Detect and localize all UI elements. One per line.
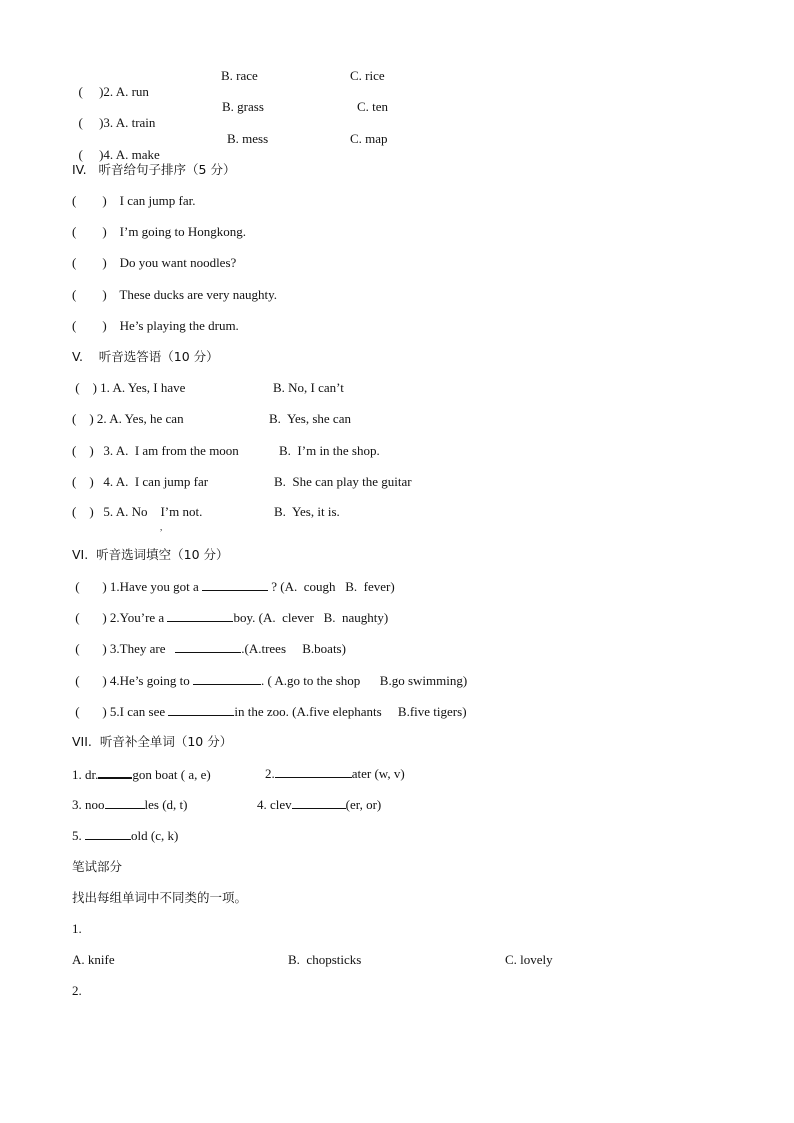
written-q1-option-b: B. chopsticks bbox=[288, 952, 362, 967]
q3-2-c: C. rice bbox=[350, 68, 385, 83]
fill-item-5-pre: ( ) 5.I can see bbox=[72, 704, 169, 719]
section-v-heading: V. 听音选答语（10 分） bbox=[72, 349, 219, 364]
q3-3-b: B. grass bbox=[222, 99, 264, 114]
spell-item-4-post: (er, or) bbox=[345, 797, 382, 812]
spell-item-4 bbox=[257, 796, 381, 813]
q3-4-row bbox=[72, 131, 160, 163]
q3-2-row bbox=[72, 68, 149, 100]
spell-item-1 bbox=[72, 765, 211, 783]
spell-item-1-post: gon boat ( a, e) bbox=[132, 767, 211, 782]
sort-item-5: ( ) He’s playing the drum. bbox=[72, 318, 239, 333]
fill-item-5 bbox=[72, 703, 467, 720]
fill-blank-3[interactable] bbox=[175, 640, 241, 653]
spell-item-2-pre: 2. bbox=[265, 766, 275, 781]
fill-item-5-post: in the zoo. (A.five elephants B.five tigers) bbox=[234, 704, 467, 719]
q3-3-c: C. ten bbox=[357, 99, 389, 114]
spell-blank-1[interactable] bbox=[98, 765, 132, 779]
answer-item-1-b: B. No, I can’t bbox=[273, 380, 344, 395]
fill-item-4-pre: ( ) 4.He’s going to bbox=[72, 673, 193, 688]
spell-item-4-pre: 4. clev bbox=[257, 797, 292, 812]
answer-item-4-b: B. She can play the guitar bbox=[274, 474, 412, 489]
q3-4-c: C. map bbox=[350, 131, 388, 146]
answer-item-3: ( ) 3. A. I am from the moon bbox=[72, 443, 239, 458]
answer-item-5-b: B. Yes, it is. bbox=[274, 504, 340, 519]
spell-item-5-pre: 5. bbox=[72, 828, 85, 843]
fill-item-4 bbox=[72, 672, 467, 689]
fill-item-2 bbox=[72, 609, 388, 626]
spell-blank-5[interactable] bbox=[85, 827, 131, 840]
written-q1-option-c: C. lovely bbox=[505, 952, 553, 967]
section-vi-heading: VI. 听音选词填空（10 分） bbox=[72, 547, 229, 562]
spell-item-3-post: les (d, t) bbox=[144, 797, 188, 812]
written-instruction: 找出每组单词中不同类的一项。 bbox=[72, 890, 248, 905]
fill-blank-1[interactable] bbox=[202, 578, 268, 591]
fill-item-3-post: .(A.trees B.boats) bbox=[241, 641, 346, 656]
fill-item-1 bbox=[72, 578, 395, 595]
spell-blank-3[interactable] bbox=[105, 796, 145, 809]
spell-item-3 bbox=[72, 796, 187, 813]
fill-blank-5[interactable] bbox=[168, 703, 234, 716]
q3-3-row bbox=[72, 99, 155, 131]
fill-blank-4[interactable] bbox=[193, 672, 261, 685]
fill-item-2-post: boy. (A. clever B. naughty) bbox=[233, 610, 389, 625]
spell-item-3-pre: 3. noo bbox=[72, 797, 105, 812]
sort-item-2: ( ) I’m going to Hongkong. bbox=[72, 224, 247, 239]
fill-item-4-post: . ( A.go to the shop B.go swimming) bbox=[260, 673, 468, 688]
spell-item-1-pre: 1. dr. bbox=[72, 767, 99, 782]
sort-item-3: ( ) Do you want noodles? bbox=[72, 255, 237, 270]
q3-2-b: B. race bbox=[221, 68, 258, 83]
stray-comma-mark: , bbox=[160, 522, 163, 532]
spell-blank-4[interactable] bbox=[292, 796, 346, 809]
spell-item-5-post: old (c, k) bbox=[131, 828, 179, 843]
sort-item-1: ( ) I can jump far. bbox=[72, 193, 196, 208]
answer-item-2-b: B. Yes, she can bbox=[269, 411, 351, 426]
written-q1-option-a: A. knife bbox=[72, 952, 115, 967]
written-q1-number: 1. bbox=[72, 921, 82, 936]
spell-item-5 bbox=[72, 827, 178, 844]
fill-item-3 bbox=[72, 640, 346, 657]
answer-item-2: ( ) 2. A. Yes, he can bbox=[72, 411, 184, 426]
spell-item-2-post: ater (w, v) bbox=[351, 766, 405, 781]
fill-item-1-pre: ( ) 1.Have you got a bbox=[72, 579, 202, 594]
q3-3-a: ( )3. A. train bbox=[78, 115, 156, 130]
sort-item-4: ( ) These ducks are very naughty. bbox=[72, 287, 278, 302]
section-iv-heading: IV. 听音给句子排序（5 分） bbox=[72, 162, 236, 177]
answer-item-3-b: B. I’m in the shop. bbox=[279, 443, 380, 458]
section-vii-heading: VII. 听音补全单词（10 分） bbox=[72, 734, 233, 749]
written-q2-number: 2. bbox=[72, 983, 82, 998]
answer-item-1: ( ) 1. A. Yes, I have bbox=[72, 380, 186, 395]
fill-blank-2[interactable] bbox=[167, 609, 233, 622]
fill-item-3-pre: ( ) 3.They are bbox=[72, 641, 176, 656]
written-section-heading: 笔试部分 bbox=[72, 859, 123, 874]
answer-item-4: ( ) 4. A. I can jump far bbox=[72, 474, 209, 489]
spell-item-2 bbox=[265, 765, 405, 782]
fill-item-2-pre: ( ) 2.You’re a bbox=[72, 610, 168, 625]
spell-blank-2[interactable] bbox=[275, 765, 352, 778]
q3-4-b: B. mess bbox=[227, 131, 269, 146]
q3-4-a: ( )4. A. make bbox=[78, 147, 160, 162]
q3-2-a: ( )2. A. run bbox=[78, 84, 149, 99]
answer-item-5: ( ) 5. A. No I’m not. bbox=[72, 504, 203, 519]
fill-item-1-post: ? (A. cough B. fever) bbox=[267, 579, 395, 594]
